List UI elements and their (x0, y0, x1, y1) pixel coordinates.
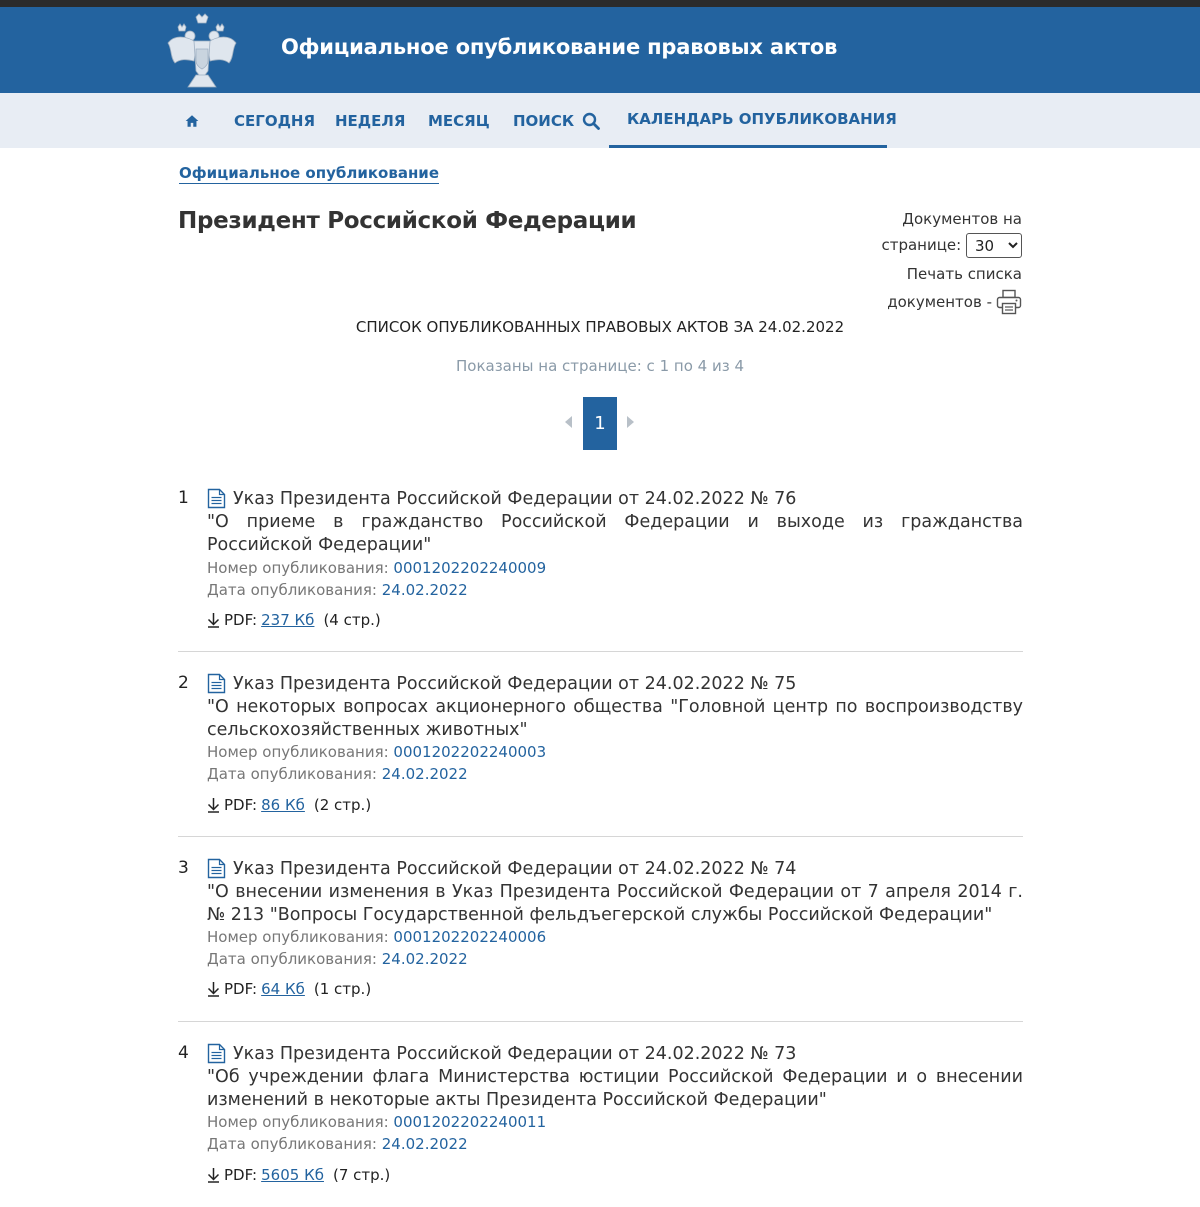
document-description[interactable]: "О приеме в гражданство Российской Федерации и выходе из гражданства Российской Федерации" (207, 512, 1023, 555)
document-description[interactable]: "Об учреждении флага Министерства юстиции Российской Федерации и о внесении изменений в некоторые акты Президента Российской Федерации" (207, 1067, 1023, 1110)
top-strip (0, 0, 1200, 7)
nav-week-label: НЕДЕЛЯ (335, 111, 406, 130)
home-button[interactable] (177, 93, 199, 148)
download-icon (207, 1167, 220, 1183)
publication-date-value: 24.02.2022 (381, 581, 468, 599)
per-page-label-row (881, 232, 1022, 258)
publication-number-label: Номер опубликования: (207, 743, 389, 761)
publication-number-value: 0001202202240006 (393, 928, 547, 946)
print-list[interactable] (887, 260, 1022, 316)
document-icon (207, 858, 226, 879)
document-title: Указ Президента Российской Федерации от 24.02.2022 № 74 (233, 858, 797, 879)
per-page-label-line2: странице: (881, 236, 962, 254)
download-icon (207, 981, 220, 997)
breadcrumb[interactable]: Официальное опубликование (179, 164, 439, 182)
divider (178, 651, 1023, 652)
search-icon (582, 112, 600, 130)
current-page[interactable]: 1 (583, 397, 617, 450)
document-number: 4 (178, 1043, 189, 1063)
document-icon (207, 673, 226, 694)
pdf-pages: (7 стр.) (332, 1166, 391, 1184)
document-number: 2 (178, 673, 189, 693)
nav-today-label: СЕГОДНЯ (234, 111, 316, 130)
main-nav (0, 93, 1200, 148)
document-title: Указ Президента Российской Федерации от 24.02.2022 № 75 (233, 673, 797, 694)
document-title: Указ Президента Российской Федерации от 24.02.2022 № 76 (233, 488, 797, 509)
nav-today[interactable] (234, 93, 315, 148)
pdf-download (207, 611, 381, 629)
shown-count: Показаны на странице: с 1 по 4 из 4 (455, 357, 744, 375)
coat-of-arms-icon[interactable] (166, 13, 238, 91)
document-title-link[interactable] (207, 488, 796, 509)
site-title[interactable]: Официальное опубликование правовых актов (281, 35, 838, 59)
divider (178, 1021, 1023, 1022)
per-page-control (881, 206, 1022, 258)
document-title-link[interactable] (207, 858, 796, 879)
publication-number (207, 559, 546, 577)
nav-search-label: ПОИСК (513, 111, 575, 130)
publication-date-label: Дата опубликования: (207, 950, 377, 968)
document-title: Указ Президента Российской Федерации от 24.02.2022 № 73 (233, 1043, 797, 1064)
publication-number (207, 743, 546, 761)
publication-date (207, 950, 468, 968)
pdf-pages: (2 стр.) (313, 796, 372, 814)
next-page-icon[interactable] (627, 416, 634, 428)
prev-page-icon[interactable] (565, 416, 572, 428)
printer-icon[interactable] (996, 289, 1022, 315)
publication-date-label: Дата опубликования: (207, 765, 377, 783)
pdf-size-link[interactable]: 237 Кб (261, 611, 315, 629)
nav-calendar[interactable] (609, 93, 897, 148)
pdf-pages: (1 стр.) (313, 980, 372, 998)
publication-number (207, 1113, 546, 1131)
pdf-download (207, 980, 371, 998)
publication-date (207, 1135, 468, 1153)
publication-number (207, 928, 546, 946)
nav-week[interactable] (335, 93, 405, 148)
divider (178, 836, 1023, 837)
document-number: 1 (178, 488, 189, 508)
home-icon (185, 111, 199, 131)
publication-number-value: 0001202202240011 (393, 1113, 547, 1131)
pdf-label: PDF: (224, 980, 258, 998)
document-icon (207, 1043, 226, 1064)
per-page-select[interactable] (966, 233, 1022, 258)
pagination (560, 397, 640, 450)
page-title: Президент Российской Федерации (178, 208, 637, 234)
list-heading: СПИСОК ОПУБЛИКОВАННЫХ ПРАВОВЫХ АКТОВ ЗА 24.02.2022 (355, 318, 845, 336)
pdf-pages: (4 стр.) (323, 611, 381, 629)
document-description[interactable]: "О некоторых вопросах акционерного общества "Головной центр по воспроизводству сельскохозяйственных животных" (207, 697, 1023, 740)
nav-month-label: МЕСЯЦ (428, 111, 490, 130)
publication-date-value: 24.02.2022 (381, 950, 468, 968)
document-description[interactable]: "О внесении изменения в Указ Президента Российской Федерации от 7 апреля 2014 г. № 213 "Вопросы Государственной фельдъегерской службы Российской Федерации" (207, 882, 1023, 925)
download-icon (207, 797, 220, 813)
pdf-label: PDF: (224, 1166, 258, 1184)
pdf-size-link[interactable]: 64 Кб (261, 980, 305, 998)
pdf-label: PDF: (224, 796, 258, 814)
document-title-link[interactable] (207, 673, 796, 694)
publication-date-label: Дата опубликования: (207, 581, 377, 599)
document-number: 3 (178, 858, 189, 878)
publication-number-value: 0001202202240009 (393, 559, 547, 577)
publication-date-value: 24.02.2022 (381, 765, 468, 783)
publication-number-label: Номер опубликования: (207, 559, 389, 577)
pdf-label: PDF: (224, 611, 258, 629)
pdf-download (207, 796, 371, 814)
site-header (0, 7, 1200, 93)
publication-date (207, 581, 468, 599)
publication-date-label: Дата опубликования: (207, 1135, 377, 1153)
publication-number-label: Номер опубликования: (207, 928, 389, 946)
print-label-row (887, 288, 1022, 316)
nav-search[interactable] (513, 93, 600, 148)
document-icon (207, 488, 226, 509)
publication-number-value: 0001202202240003 (393, 743, 547, 761)
nav-calendar-label: КАЛЕНДАРЬ ОПУБЛИКОВАНИЯ (627, 110, 897, 128)
nav-month[interactable] (428, 93, 490, 148)
document-title-link[interactable] (207, 1043, 796, 1064)
download-icon (207, 612, 220, 628)
print-label-line1: Печать списка (906, 265, 1022, 283)
publication-date (207, 765, 468, 783)
pdf-download (207, 1166, 390, 1184)
print-label-line2: документов - (887, 293, 992, 311)
publication-date-value: 24.02.2022 (381, 1135, 468, 1153)
publication-number-label: Номер опубликования: (207, 1113, 389, 1131)
pdf-size-link[interactable]: 86 Кб (261, 796, 305, 814)
per-page-label-line1: Документов на (902, 210, 1022, 228)
pdf-size-link[interactable]: 5605 Кб (261, 1166, 324, 1184)
